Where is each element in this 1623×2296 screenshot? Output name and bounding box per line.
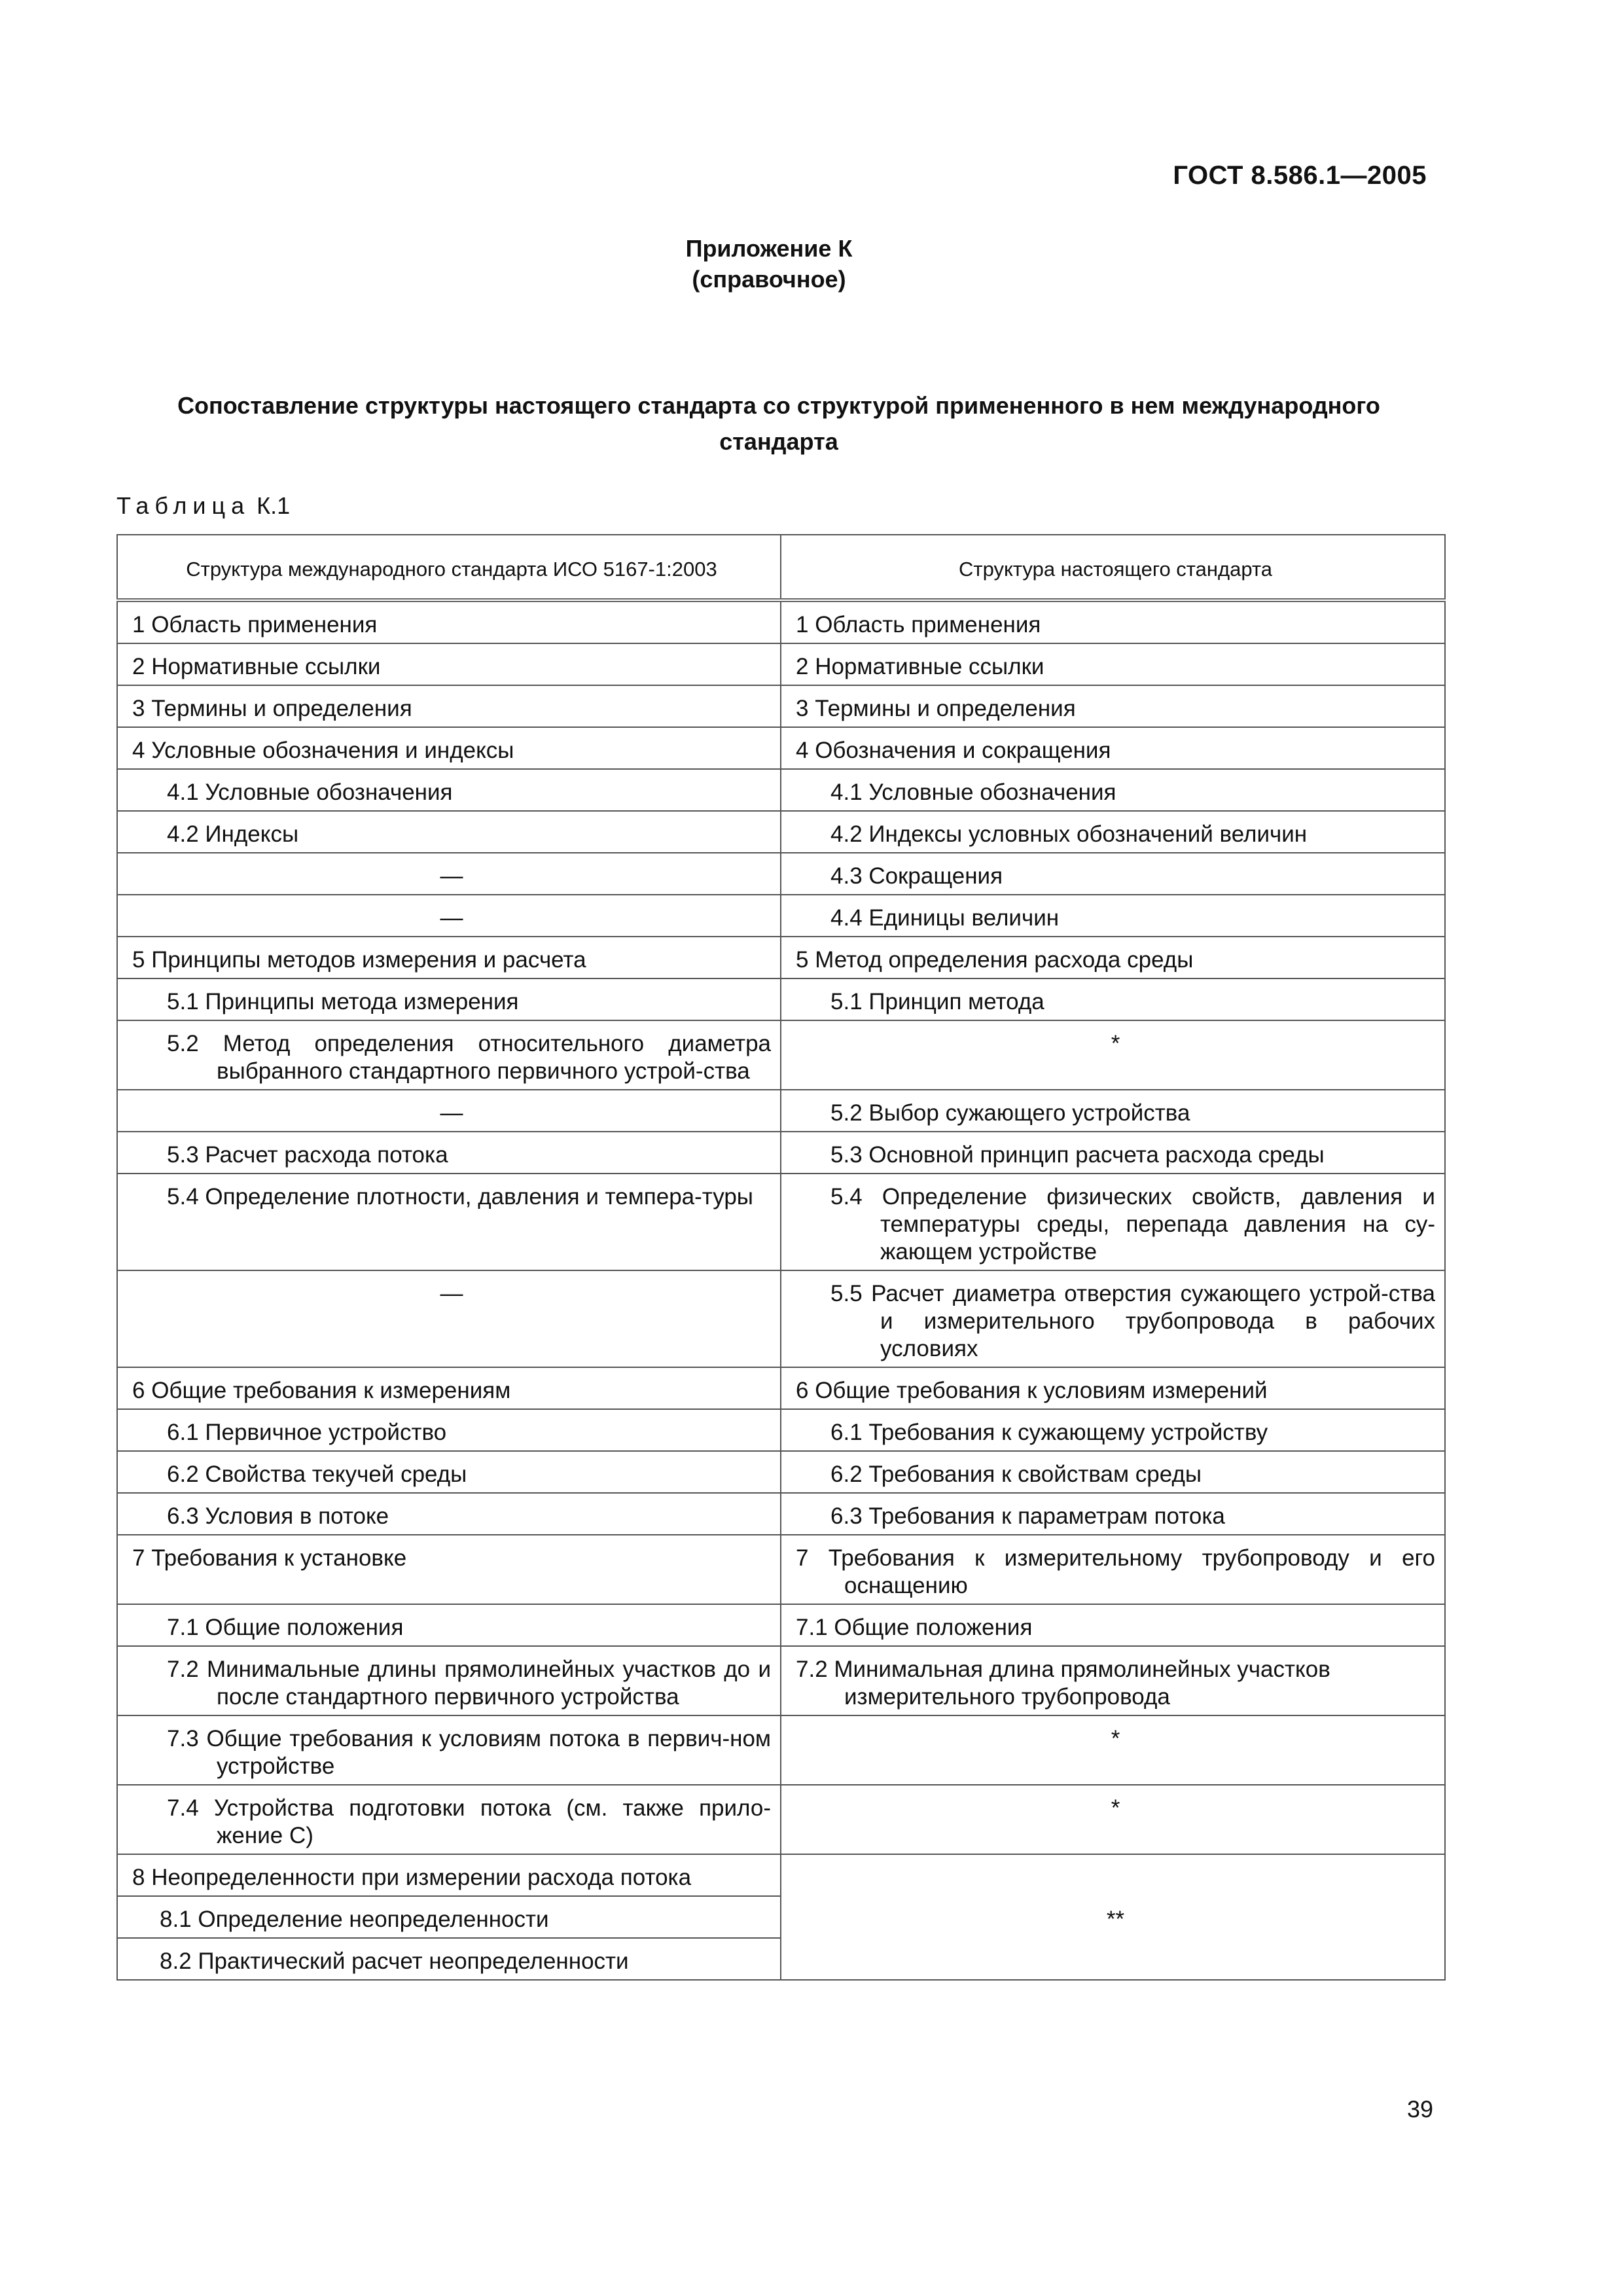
table-row [117, 853, 1445, 895]
table-row [117, 727, 1445, 769]
cell-left: 6.2 Свойства текучей среды [117, 1451, 781, 1493]
cell-right: 5.1 Принцип метода [781, 978, 1445, 1020]
header-this-standard: Структура настоящего стандарта [781, 535, 1445, 600]
cell-text: 7.3 Общие требования к условиям потока в первич-ном устройстве [167, 1726, 771, 1779]
table-row [117, 1020, 1445, 1090]
document-code: ГОСТ 8.586.1—2005 [1173, 161, 1427, 190]
comparison-table [116, 534, 1446, 1981]
cell-text: 7.2 Минимальные длины прямолинейных участков до и после стандартного первичного устройства [167, 1657, 771, 1710]
title-line-2: стандарта [719, 428, 838, 455]
cell-right: 4.4 Единицы величин [781, 895, 1445, 937]
cell-text: 5.4 Определение плотности, давления и темпера-туры [167, 1184, 753, 1210]
cell-left: 5 Принципы методов измерения и расчета [117, 937, 781, 978]
table-row [117, 895, 1445, 937]
appendix-type: (справочное) [692, 266, 846, 293]
table-row [117, 1854, 1445, 1896]
section-title [131, 387, 1427, 459]
cell-right: * [781, 1785, 1445, 1854]
title-line-1: Сопоставление структуры настоящего стандарта со структурой примененного в нем международного [177, 392, 1380, 419]
cell-left: 5.1 Принципы метода измерения [117, 978, 781, 1020]
table-row [117, 1367, 1445, 1409]
cell-text: 5.2 Метод определения относительного диаметра выбранного стандартного первичного устрой-ства [167, 1031, 771, 1084]
table-header-row [117, 535, 1445, 600]
cell-right: 5.3 Основной принцип расчета расхода среды [781, 1132, 1445, 1174]
cell-left: — [117, 1270, 781, 1367]
cell-right: ** [781, 1854, 1445, 1980]
table-row [117, 1132, 1445, 1174]
cell-right: 4.2 Индексы условных обозначений величин [781, 811, 1445, 853]
cell-text: 5.4 Определение физических свойств, давления и температуры среды, перепада давления на су-жающем устройстве [830, 1184, 1435, 1265]
cell-left: 5.3 Расчет расхода потока [117, 1132, 781, 1174]
cell-right: 4.1 Условные обозначения [781, 769, 1445, 811]
cell-left [117, 1174, 781, 1270]
table-row [117, 600, 1445, 643]
cell-right: 2 Нормативные ссылки [781, 643, 1445, 685]
cell-right: 5.2 Выбор сужающего устройства [781, 1090, 1445, 1132]
cell-left: 1 Область применения [117, 600, 781, 643]
table-row [117, 1715, 1445, 1785]
cell-left: 4.1 Условные обозначения [117, 769, 781, 811]
page-number: 39 [1407, 2096, 1434, 2123]
cell-left: 4.2 Индексы [117, 811, 781, 853]
cell-text: 7 Требования к измерительному трубопроводу и его оснащению [796, 1545, 1435, 1598]
cell-left: 4 Условные обозначения и индексы [117, 727, 781, 769]
cell-left: 8 Неопределенности при измерении расхода потока [117, 1854, 781, 1896]
cell-text: 7.2 Минимальная длина прямолинейных участков измерительного трубопровода [796, 1657, 1330, 1710]
table-row [117, 1785, 1445, 1854]
header-international-standard: Структура международного стандарта ИСО 5167-1:2003 [117, 535, 781, 600]
cell-left: 8.2 Практический расчет неопределенности [117, 1938, 781, 1980]
cell-left: 8.1 Определение неопределенности [117, 1896, 781, 1938]
cell-left [117, 1020, 781, 1090]
table-caption [116, 492, 290, 520]
table-row [117, 685, 1445, 727]
cell-left: 6.3 Условия в потоке [117, 1493, 781, 1535]
cell-left [117, 1646, 781, 1715]
cell-left [117, 1715, 781, 1785]
table-row [117, 1174, 1445, 1270]
cell-left [117, 1785, 781, 1854]
table-row [117, 811, 1445, 853]
cell-left: — [117, 853, 781, 895]
table-row [117, 1409, 1445, 1451]
cell-left: 3 Термины и определения [117, 685, 781, 727]
table-row [117, 1090, 1445, 1132]
cell-right [781, 1646, 1445, 1715]
cell-text: 7.4 Устройства подготовки потока (см. также прило-жение С) [167, 1795, 771, 1848]
table-row [117, 769, 1445, 811]
cell-right: 6.1 Требования к сужающему устройству [781, 1409, 1445, 1451]
cell-left: 7.1 Общие положения [117, 1604, 781, 1646]
appendix-heading [0, 233, 1538, 295]
cell-left: — [117, 895, 781, 937]
cell-right: 7.1 Общие положения [781, 1604, 1445, 1646]
cell-left: 7 Требования к установке [117, 1535, 781, 1604]
cell-text: 5.5 Расчет диаметра отверстия сужающего устрой-ства и измерительного трубопровода в рабочих условиях [830, 1281, 1435, 1361]
table-caption-number: К.1 [250, 492, 291, 519]
table-row [117, 1270, 1445, 1367]
cell-right: 5 Метод определения расхода среды [781, 937, 1445, 978]
cell-right: 6 Общие требования к условиям измерений [781, 1367, 1445, 1409]
table-row [117, 1646, 1445, 1715]
cell-left: 2 Нормативные ссылки [117, 643, 781, 685]
cell-left: 6 Общие требования к измерениям [117, 1367, 781, 1409]
table-row [117, 1493, 1445, 1535]
appendix-label: Приложение К [685, 235, 853, 262]
cell-right: 6.3 Требования к параметрам потока [781, 1493, 1445, 1535]
cell-right: * [781, 1715, 1445, 1785]
table-row [117, 1451, 1445, 1493]
table-row [117, 1604, 1445, 1646]
cell-left: 6.1 Первичное устройство [117, 1409, 781, 1451]
cell-right: * [781, 1020, 1445, 1090]
cell-right: 4 Обозначения и сокращения [781, 727, 1445, 769]
table-row [117, 643, 1445, 685]
cell-right: 6.2 Требования к свойствам среды [781, 1451, 1445, 1493]
table-row [117, 937, 1445, 978]
cell-right [781, 1535, 1445, 1604]
cell-left: — [117, 1090, 781, 1132]
table-row [117, 978, 1445, 1020]
cell-right [781, 1174, 1445, 1270]
cell-right: 3 Термины и определения [781, 685, 1445, 727]
cell-right [781, 1270, 1445, 1367]
table-row [117, 1535, 1445, 1604]
table-caption-word: Таблица [116, 492, 251, 519]
cell-right: 4.3 Сокращения [781, 853, 1445, 895]
cell-right: 1 Область применения [781, 600, 1445, 643]
